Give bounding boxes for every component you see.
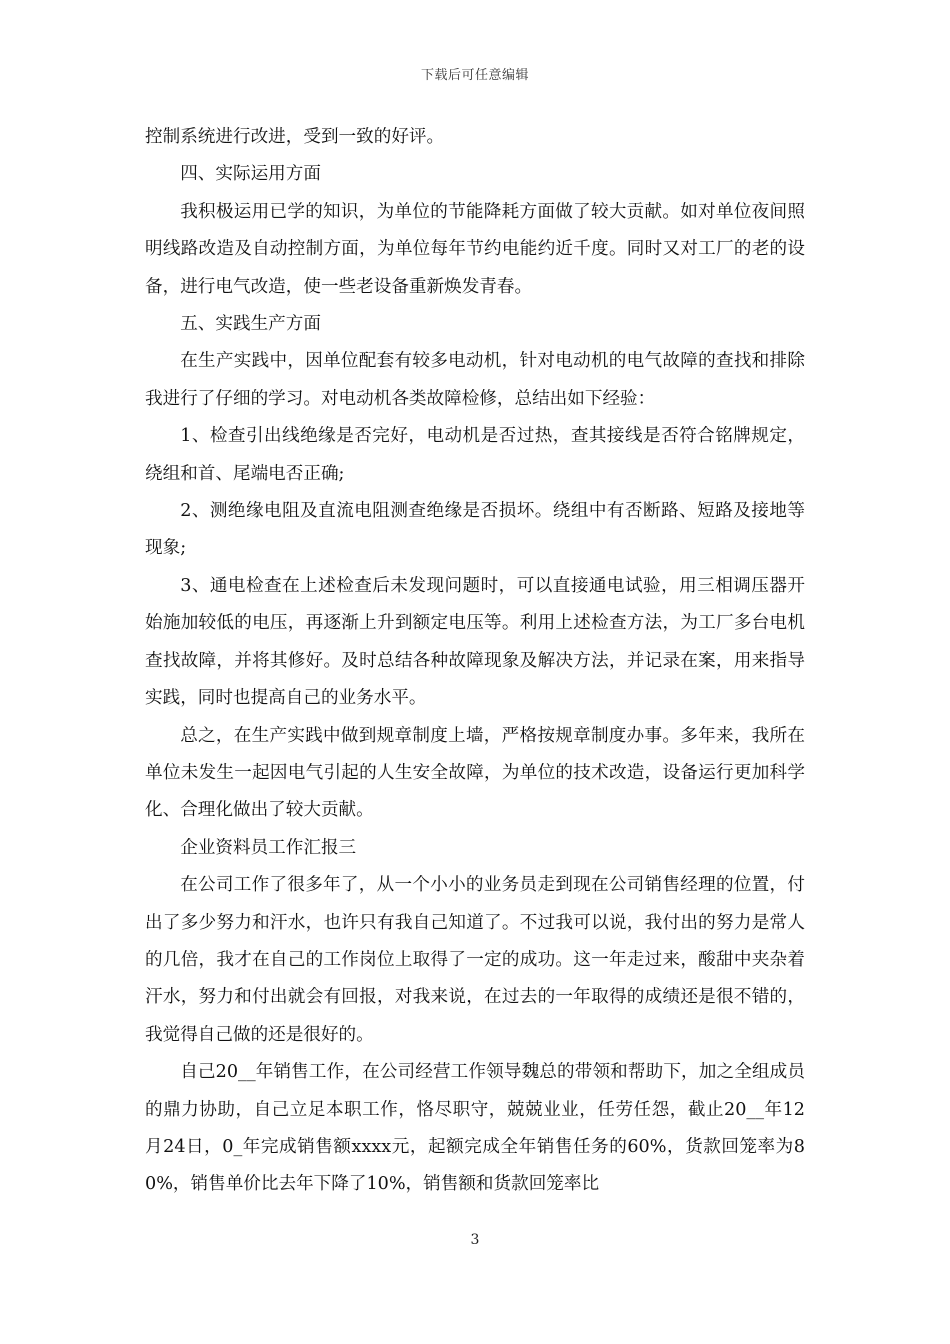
- paragraph: 在生产实践中，因单位配套有较多电动机，针对电动机的电气故障的查找和排除我进行了仔细的学习。对电动机各类故障检修，总结出如下经验：: [145, 351, 805, 409]
- paragraph-continuation: 控制系统进行改进，受到一致的好评。: [145, 127, 445, 147]
- page-header: 下载后可任意编辑: [420, 68, 529, 83]
- paragraph: 自己20__年销售工作，在公司经营工作领导魏总的带领和帮助下，加之全组成员的鼎力协助，自己立足本职工作，恪尽职守，兢兢业业，任劳任怨，截止20__年12月24日，0_年完成销售额xxxx元，起额完成全年销售任务的60%，货款回笼率为80%，销售单价比去年下降了10%，销售额和货款回笼率比: [145, 1062, 805, 1195]
- section-heading-5: 五、实践生产方面: [180, 314, 321, 335]
- section-heading-4: 四、实际运用方面: [180, 164, 321, 185]
- list-item-1: 1、检查引出线绝缘是否完好，电动机是否过热，查其接线是否符合铭牌规定，绕组和首、尾端电否正确;: [145, 426, 805, 484]
- paragraph: 我积极运用已学的知识，为单位的节能降耗方面做了较大贡献。如对单位夜间照明线路改造及自动控制方面，为单位每年节约电能约近千度。同时又对工厂的老的设备，进行电气改造，使一些老设备重新焕发青春。: [145, 201, 805, 297]
- page-number: 3: [470, 1232, 480, 1248]
- document-body: [145, 119, 805, 1204]
- report-title: 企业资料员工作汇报三: [180, 837, 357, 858]
- list-item-3: 3、通电检查在上述检查后未发现问题时，可以直接通电试验，用三相调压器开始施加较低的电压，再逐渐上升到额定电压等。利用上述检查方法，为工厂多台电机查找故障，并将其修好。及时总结各种故障现象及解决方法，并记录在案，用来指导实践，同时也提高自己的业务水平。: [145, 575, 805, 709]
- paragraph: 在公司工作了很多年了，从一个小小的业务员走到现在公司销售经理的位置，付出了多少努力和汗水，也许只有我自己知道了。不过我可以说，我付出的努力是常人的几倍，我才在自己的工作岗位上取得了一定的成功。这一年走过来，酸甜中夹杂着汗水，努力和付出就会有回报，对我来说，在过去的一年取得的成绩还是很不错的，我觉得自己做的还是很好的。: [145, 875, 805, 1045]
- list-item-2: 2、测绝缘电阻及直流电阻测查绝缘是否损坏。绕组中有否断路、短路及接地等现象;: [145, 501, 805, 559]
- paragraph-summary: 总之，在生产实践中做到规章制度上墙，严格按规章制度办事。多年来，我所在单位未发生一起因电气引起的人生安全故障，为单位的技术改造，设备运行更加科学化、合理化做出了较大贡献。: [145, 725, 805, 821]
